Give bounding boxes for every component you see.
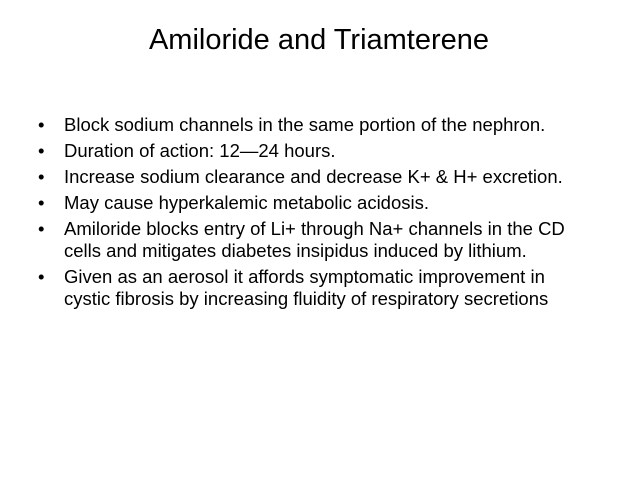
bullet-item	[36, 218, 596, 262]
bullet-item	[36, 166, 596, 188]
bullet-icon: •	[38, 192, 45, 213]
bullet-text: May cause hyperkalemic metabolic acidosis.	[64, 192, 430, 213]
slide-title: Amiloride and Triamterene	[148, 24, 490, 56]
bullet-item	[36, 266, 596, 310]
bullet-icon: •	[38, 218, 45, 239]
bullet-icon: •	[38, 166, 45, 187]
bullet-text: Increase sodium clearance and decrease K+ & H+ excretion.	[64, 166, 563, 187]
bullet-item	[36, 114, 596, 136]
bullet-item	[36, 140, 596, 162]
bullet-text: Block sodium channels in the same portion of the nephron.	[64, 114, 546, 135]
bullet-text: Amiloride blocks entry of Li+ through Na+ channels in the CD cells and mitigates diabetes insipidus induced by lithium.	[64, 218, 565, 261]
bullet-icon: •	[38, 114, 45, 135]
bullet-icon: •	[38, 140, 45, 161]
bullet-text: Given as an aerosol it affords symptomatic improvement in cystic fibrosis by increasing fluidity of respiratory secretions	[64, 266, 549, 309]
bullet-icon: •	[38, 266, 45, 287]
bullet-text: Duration of action: 12—24 hours.	[64, 140, 336, 161]
bullet-list	[36, 114, 596, 314]
bullet-item	[36, 192, 596, 214]
